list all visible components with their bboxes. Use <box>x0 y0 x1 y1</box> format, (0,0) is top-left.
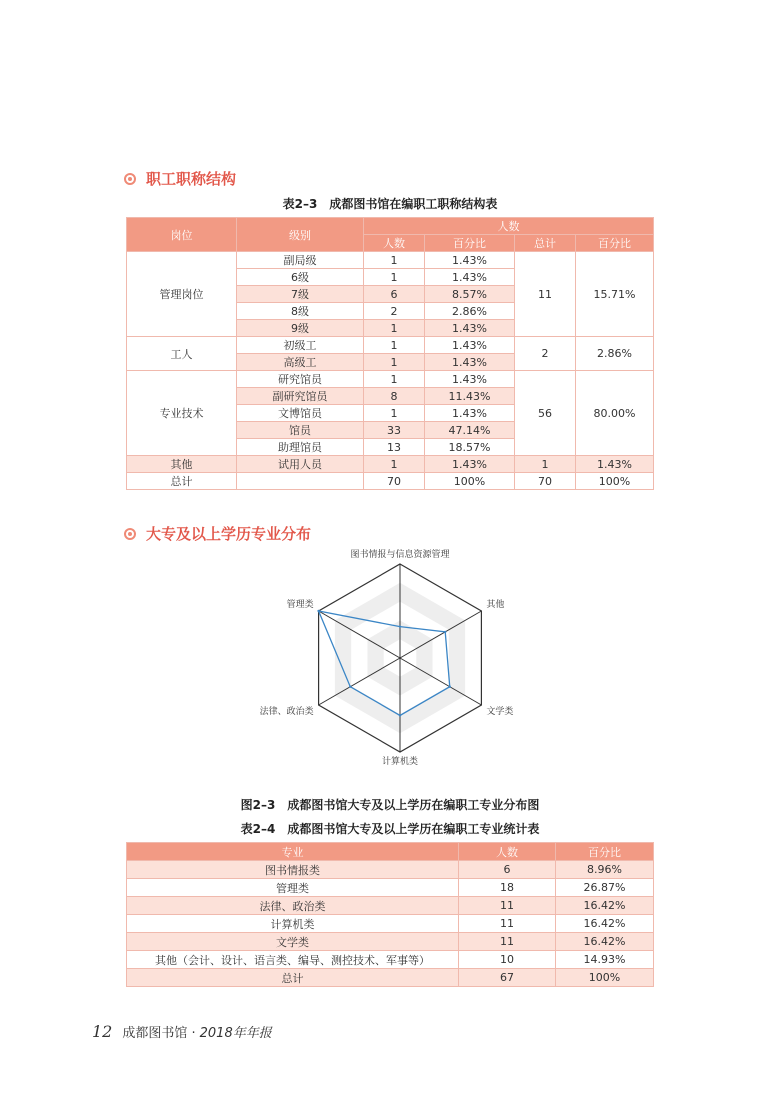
cell-pct: 14.93% <box>556 951 654 969</box>
table1-caption: 表2–3 成都图书馆在编职工职称结构表 <box>282 197 498 211</box>
major-statistics-table <box>126 842 654 987</box>
total-pct: 100% <box>425 473 515 490</box>
header-people: 人数 <box>364 218 654 235</box>
page-number: 12 <box>92 1022 113 1041</box>
radar-axis-label: 图书情报与信息资源管理 <box>350 550 450 560</box>
cell-count: 13 <box>364 439 425 456</box>
cell-count: 18 <box>459 879 556 897</box>
title-structure-table <box>126 217 654 490</box>
cell-count: 2 <box>364 303 425 320</box>
header-count: 人数 <box>364 235 425 252</box>
section-heading-text: 大专及以上学历专业分布 <box>146 525 312 543</box>
total-level <box>237 473 364 490</box>
cell-level: 副研究馆员 <box>237 388 364 405</box>
cell-major: 图书情报类 <box>127 861 459 879</box>
radar-chart <box>240 545 560 790</box>
circle-bullet-icon <box>124 528 136 540</box>
cell-count: 1 <box>364 354 425 371</box>
radar-axis-label: 文学类 <box>486 707 514 717</box>
group-total-pct: 2.86% <box>576 337 654 371</box>
cell-pct: 1.43% <box>425 456 515 473</box>
cell-level: 9级 <box>237 320 364 337</box>
cell-count: 8 <box>364 388 425 405</box>
group-total: 56 <box>515 371 576 456</box>
table-header-row <box>127 218 654 235</box>
cell-count: 1 <box>364 320 425 337</box>
cell-pct: 47.14% <box>425 422 515 439</box>
cell-count: 11 <box>459 915 556 933</box>
cell-count: 11 <box>459 933 556 951</box>
cell-major: 其他（会计、设计、语言类、编导、测控技术、军事等） <box>127 951 459 969</box>
cell-count: 1 <box>364 371 425 388</box>
section-heading-major-distribution <box>124 523 311 544</box>
radar-axis-label: 法律、政治类 <box>259 707 314 717</box>
cell-pct: 1.43% <box>425 354 515 371</box>
cell-major: 计算机类 <box>127 915 459 933</box>
header-total: 总计 <box>515 235 576 252</box>
cell-pct: 1.43% <box>425 371 515 388</box>
group-total: 11 <box>515 252 576 337</box>
cell-level: 文博馆员 <box>237 405 364 422</box>
cell-pct: 2.86% <box>425 303 515 320</box>
radar-point <box>399 714 401 716</box>
cell-level: 试用人员 <box>237 456 364 473</box>
section-heading-title-structure <box>124 168 236 189</box>
cell-major: 文学类 <box>127 933 459 951</box>
cell-count: 1 <box>364 337 425 354</box>
cell-pct: 1.43% <box>425 269 515 286</box>
cell-count: 6 <box>459 861 556 879</box>
cell-pct: 16.42% <box>556 915 654 933</box>
cell-major: 管理类 <box>127 879 459 897</box>
group-total: 2 <box>515 337 576 371</box>
table-row <box>127 371 654 388</box>
group-name: 管理岗位 <box>127 252 237 337</box>
radar-point <box>349 686 351 688</box>
cell-level: 初级工 <box>237 337 364 354</box>
table-row <box>127 252 654 269</box>
cell-pct: 16.42% <box>556 933 654 951</box>
table2-caption: 表2–4 成都图书馆大专及以上学历在编职工专业统计表 <box>240 822 540 836</box>
header-pct: 百分比 <box>425 235 515 252</box>
table-header-row <box>127 843 654 861</box>
radar-axis-label: 计算机类 <box>381 757 419 767</box>
footer-title: 成都图书馆 · <box>122 1026 196 1041</box>
cell-pct: 100% <box>556 969 654 987</box>
group-total-pct: 80.00% <box>576 371 654 456</box>
table-row <box>127 933 654 951</box>
cell-pct: 16.42% <box>556 897 654 915</box>
table-row <box>127 861 654 879</box>
table-total-row <box>127 969 654 987</box>
radar-axis-label: 其他 <box>486 600 505 610</box>
cell-pct: 1.43% <box>425 337 515 354</box>
cell-count: 33 <box>364 422 425 439</box>
group-total: 1 <box>515 456 576 473</box>
radar-point <box>444 631 446 633</box>
radar-grid <box>319 564 482 752</box>
radar-point <box>449 686 451 688</box>
total-total-pct: 100% <box>576 473 654 490</box>
table-total-row <box>127 473 654 490</box>
table-row <box>127 456 654 473</box>
group-total-pct: 15.71% <box>576 252 654 337</box>
header-post: 岗位 <box>127 218 237 252</box>
cell-level: 8级 <box>237 303 364 320</box>
cell-level: 高级工 <box>237 354 364 371</box>
group-name: 其他 <box>127 456 237 473</box>
cell-count: 1 <box>364 405 425 422</box>
radar-point <box>317 610 319 612</box>
page-footer <box>92 1022 272 1041</box>
cell-pct: 1.43% <box>425 320 515 337</box>
cell-count: 1 <box>364 269 425 286</box>
cell-level: 副局级 <box>237 252 364 269</box>
cell-pct: 11.43% <box>425 388 515 405</box>
table-row <box>127 951 654 969</box>
group-name: 专业技术 <box>127 371 237 456</box>
cell-count: 67 <box>459 969 556 987</box>
group-total-pct: 1.43% <box>576 456 654 473</box>
radar-axis-label: 管理类 <box>286 600 314 610</box>
total-count: 70 <box>364 473 425 490</box>
circle-bullet-icon <box>124 173 136 185</box>
cell-level: 7级 <box>237 286 364 303</box>
table-row <box>127 879 654 897</box>
header-pct: 百分比 <box>556 843 654 861</box>
cell-pct: 8.96% <box>556 861 654 879</box>
footer-year: 2018年年报 <box>199 1026 272 1041</box>
chart-caption: 图2–3 成都图书馆大专及以上学历在编职工专业分布图 <box>240 798 540 812</box>
header-total-pct: 百分比 <box>576 235 654 252</box>
cell-pct: 8.57% <box>425 286 515 303</box>
total-total: 70 <box>515 473 576 490</box>
cell-count: 6 <box>364 286 425 303</box>
total-label: 总计 <box>127 473 237 490</box>
cell-major: 总计 <box>127 969 459 987</box>
section-heading-text: 职工职称结构 <box>146 170 237 188</box>
radar-point <box>399 625 401 627</box>
group-name: 工人 <box>127 337 237 371</box>
table-row <box>127 337 654 354</box>
cell-level: 6级 <box>237 269 364 286</box>
cell-pct: 18.57% <box>425 439 515 456</box>
cell-pct: 26.87% <box>556 879 654 897</box>
header-major: 专业 <box>127 843 459 861</box>
cell-pct: 1.43% <box>425 405 515 422</box>
cell-level: 馆员 <box>237 422 364 439</box>
cell-count: 11 <box>459 897 556 915</box>
cell-level: 助理馆员 <box>237 439 364 456</box>
cell-count: 10 <box>459 951 556 969</box>
header-count: 人数 <box>459 843 556 861</box>
table-row <box>127 897 654 915</box>
header-level: 级别 <box>237 218 364 252</box>
cell-pct: 1.43% <box>425 252 515 269</box>
cell-level: 研究馆员 <box>237 371 364 388</box>
cell-count: 1 <box>364 456 425 473</box>
cell-count: 1 <box>364 252 425 269</box>
cell-major: 法律、政治类 <box>127 897 459 915</box>
table-row <box>127 915 654 933</box>
